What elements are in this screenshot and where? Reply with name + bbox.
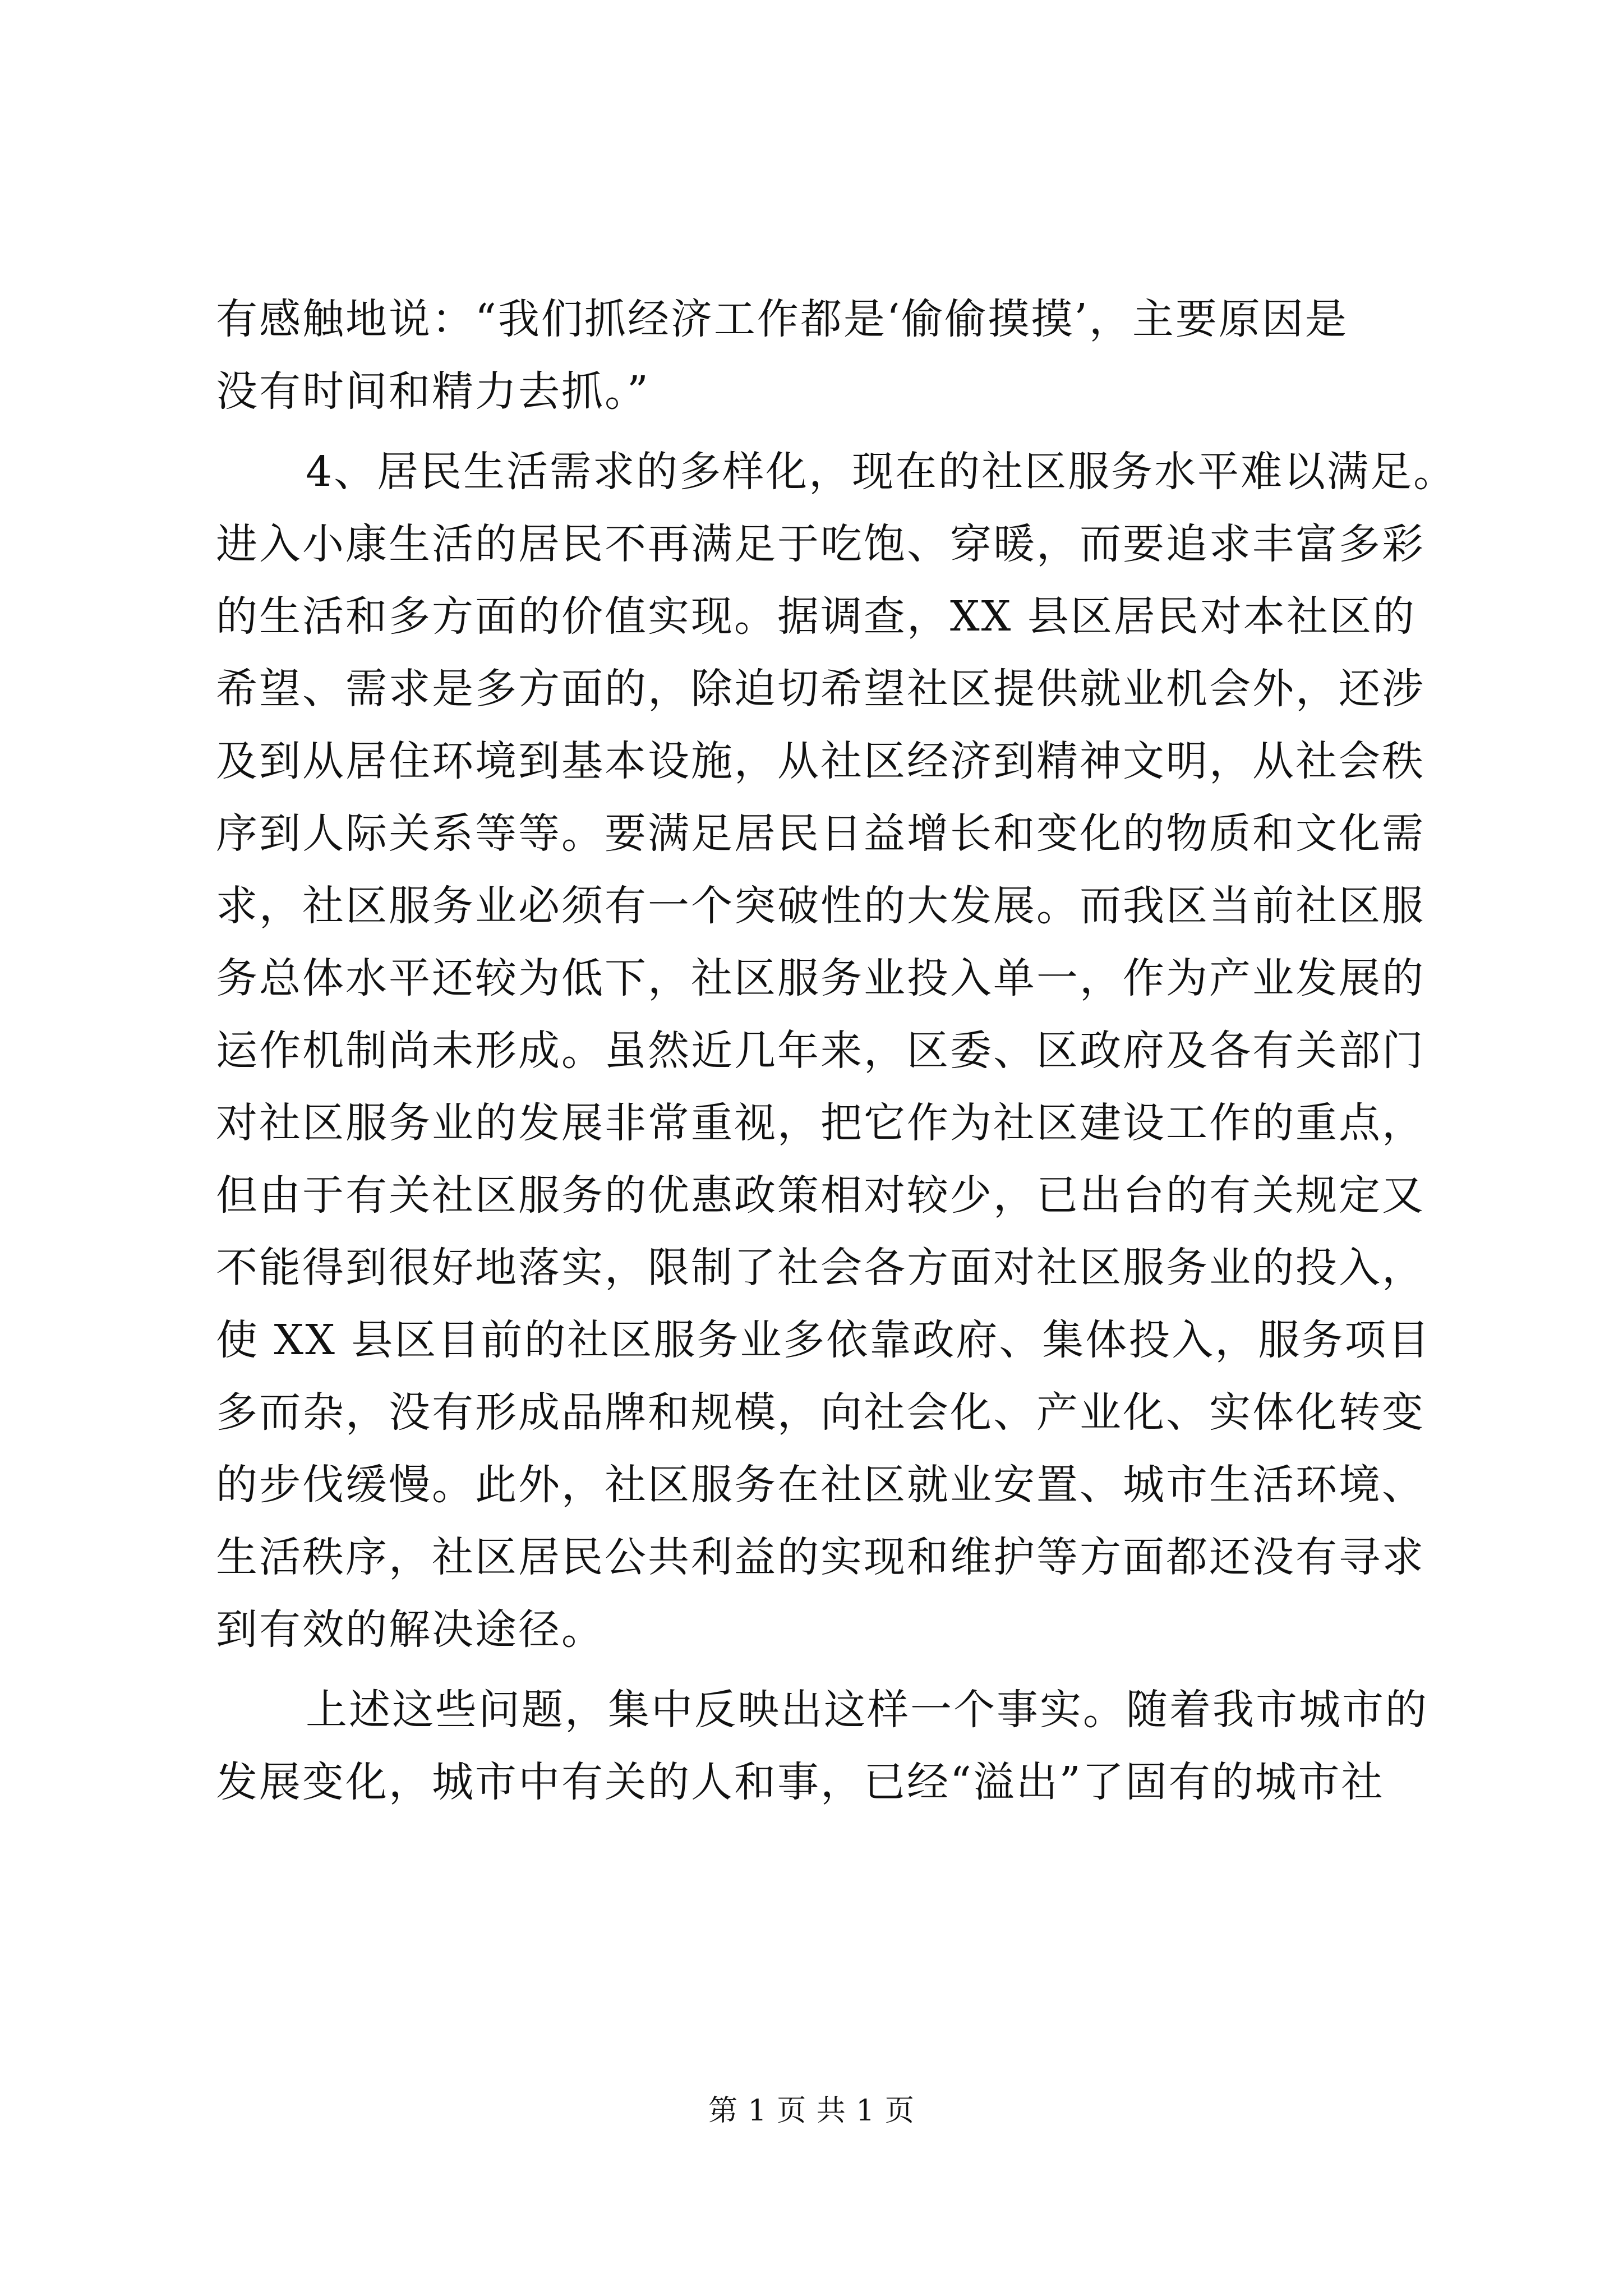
text-line: 使 XX 县区目前的社区服务业多依靠政府、集体投入，服务项目	[216, 1316, 1431, 1364]
body-text	[216, 283, 1457, 1819]
page-number-footer: 第 1 页 共 1 页	[708, 2094, 915, 2128]
text-line: 务总体水平还较为低下，社区服务业投入单一，作为产业发展的	[216, 954, 1425, 1002]
text-line: 及到从居住环境到基本设施，从社区经济到精神文明，从社会秩	[216, 737, 1425, 785]
text-line: 的生活和多方面的价值实现。据调查，XX 县区居民对本社区的	[216, 592, 1416, 641]
text-line: 希望、需求是多方面的，除迫切希望社区提供就业机会外，还涉	[216, 665, 1425, 713]
text-line: 生活秩序，社区居民公共利益的实现和维护等方面都还没有寻求	[216, 1533, 1425, 1581]
text-line: 没有时间和精力去抓。”	[216, 367, 650, 416]
text-line: 有感触地说：“我们抓经济工作都是‘偷偷摸摸’，主要原因是	[216, 295, 1348, 343]
paragraph-first-line: 4、居民生活需求的多样化，现在的社区服务水平难以满足。	[306, 448, 1457, 496]
text-line: 求，社区服务业必须有一个突破性的大发展。而我区当前社区服	[216, 882, 1425, 930]
text-line: 的步伐缓慢。此外，社区服务在社区就业安置、城市生活环境、	[216, 1461, 1425, 1509]
text-line: 序到人际关系等等。要满足居民日益增长和变化的物质和文化需	[216, 809, 1425, 858]
text-line: 不能得到很好地落实，限制了社会各方面对社区服务业的投入，	[216, 1244, 1425, 1292]
paragraph-first-line: 上述这些问题，集中反映出这样一个事实。随着我市城市的	[306, 1686, 1428, 1734]
text-line: 但由于有关社区服务的优惠政策相对较少，已出台的有关规定又	[216, 1171, 1425, 1220]
text-line: 进入小康生活的居民不再满足于吃饱、穿暖，而要追求丰富多彩	[216, 520, 1425, 568]
text-line: 对社区服务业的发展非常重视，把它作为社区建设工作的重点，	[216, 1099, 1425, 1147]
text-line: 多而杂，没有形成品牌和规模，向社会化、产业化、实体化转变	[216, 1388, 1425, 1437]
text-line: 发展变化，城市中有关的人和事，已经“溢出”了固有的城市社	[216, 1758, 1385, 1806]
text-line: 运作机制尚未形成。虽然近几年来，区委、区政府及各有关部门	[216, 1027, 1425, 1075]
text-line: 到有效的解决途径。	[216, 1605, 605, 1654]
